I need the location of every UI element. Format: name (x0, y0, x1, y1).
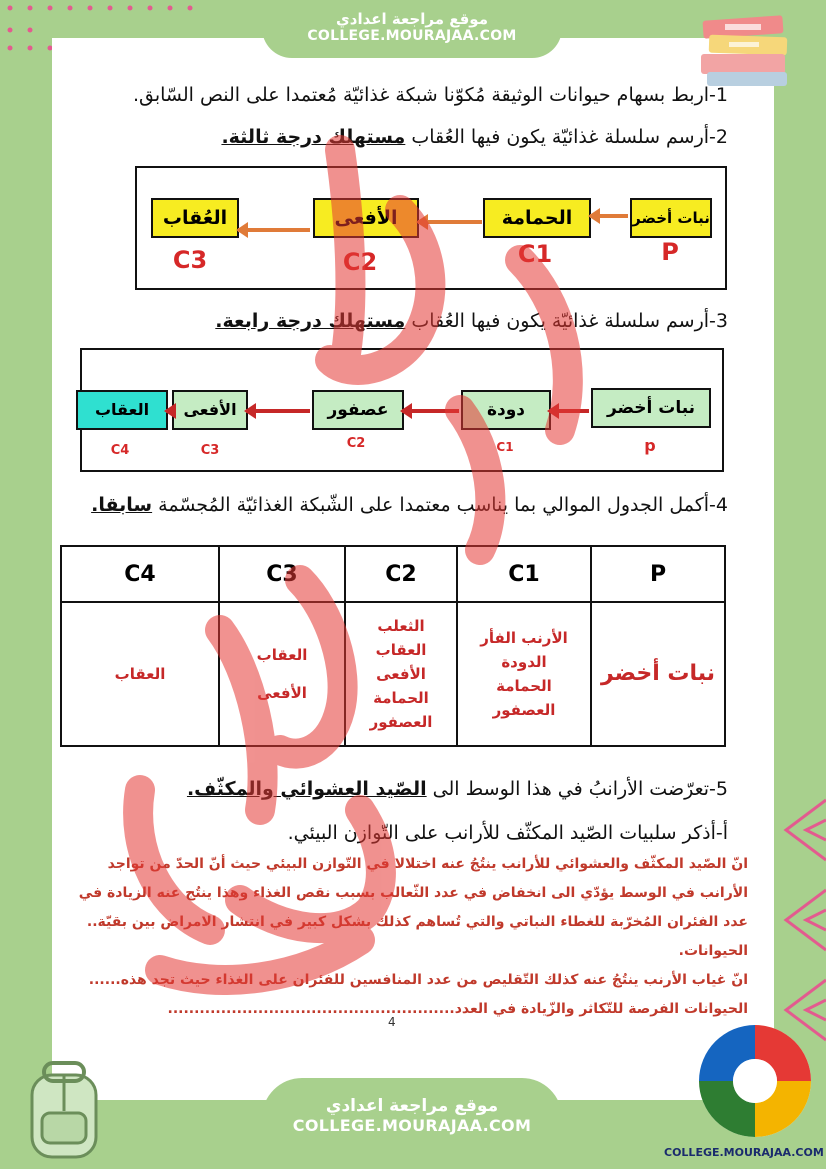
question-5-emphasis: الصّيد العشوائي والمكثّف. (186, 778, 427, 800)
chain1-node-c3: العُقاب (151, 198, 239, 238)
chain1-level-c1: C1 (517, 240, 553, 268)
table-header-c2: C2 (345, 546, 457, 602)
answer-paragraph (68, 850, 748, 1024)
chain2-arrow-2 (402, 409, 459, 413)
table-cell-p (591, 602, 725, 746)
answer-line: الحيوانات الفرصة للتّكاثر والزّيادة في العدد...................................................... (167, 1001, 748, 1017)
question-4 (88, 494, 728, 516)
backpack-icon (14, 1055, 114, 1165)
chain1-level-c3: C3 (172, 246, 208, 274)
question-1: 1-اربط بسهام حيوانات الوثيقة مُكوّنا شبكة غذائيّة مُعتمدا على النص السّابق. (132, 84, 728, 106)
question-2 (88, 126, 728, 148)
question-3 (88, 310, 728, 332)
answer-line: انّ غياب الأرنب ينتُجُ عنه كذلك التّقليص من عدد المنافسين للفئران على الغذاء حيث تجد هذه...... (88, 972, 748, 988)
table-cell-c2-item: الأفعى (376, 665, 426, 683)
page-number: 4 (388, 1015, 396, 1029)
site-logo (695, 1020, 815, 1142)
footer-site-name: موقع مراجعة اعدادي (325, 1096, 499, 1116)
question-3-prefix: 3-أرسم سلسلة غذائيّة يكون فيها العُقاب (405, 310, 728, 332)
chain2-node-c2: عصفور (312, 390, 404, 430)
books-icon (695, 10, 805, 90)
question-5a: أ-أذكر سلبيات الصّيد المكثّف للأرانب على التّوازن البيئي. (287, 822, 728, 844)
table-header-c4: C4 (61, 546, 219, 602)
header-banner (262, 0, 562, 58)
answer-line: الحيوانات. (678, 943, 748, 959)
chain1-level-c2: C2 (342, 248, 378, 276)
table-cell-c3-item: العقاب (256, 646, 308, 664)
answer-line: عدد الفئران المُخرّبة للغطاء النباتي والتي تُساهم كذلك بشكل كبير في انتشار الامراض بين بقيّة.. (86, 914, 748, 930)
chain2-arrow-4 (166, 409, 170, 413)
question-4-prefix: 4-أكمل الجدول الموالي بما يناسب معتمدا على الشّبكة الغذائيّة المُجسّمة (152, 494, 728, 516)
table-cell-p-item: نبات أخضر (600, 661, 716, 686)
table-header-p: P (591, 546, 725, 602)
chain2-level-c2: C2 (346, 436, 366, 451)
table-cell-c1-item: الدودة (501, 653, 547, 671)
table-cell-c1 (457, 602, 591, 746)
table-header-c1: C1 (457, 546, 591, 602)
trophic-levels-table (60, 545, 726, 747)
answer-line: الأرانب في الوسط يؤدّي الى انخفاض في عدد الثّعالب بسبب نقص الغذاء وهذا ينتُج عنه الزيادة في (78, 885, 748, 901)
chain2-node-c3: الأفعى (172, 390, 248, 430)
chain2-level-c4: C4 (110, 443, 130, 458)
table-row (61, 602, 725, 746)
chain2-level-p: p (644, 436, 656, 455)
logo-site-url[interactable]: COLLEGE.MOURAJAA.COM (664, 1146, 824, 1159)
chain2-node-c4: العقاب (76, 390, 168, 430)
table-cell-c2-item: العصفور (369, 713, 433, 731)
table-cell-c1-item: الحمامة (496, 677, 552, 695)
chain2-level-c1: C1 (496, 440, 514, 454)
chain1-arrow-2 (418, 220, 482, 224)
table-cell-c1-item: العصفور (492, 701, 556, 719)
chain1-node-c1: الحمامة (483, 198, 591, 238)
chain2-node-c1: دودة (461, 390, 551, 430)
table-cell-c3 (219, 602, 345, 746)
table-header-c3: C3 (219, 546, 345, 602)
table-cell-c2-item: الحمامة (373, 689, 429, 707)
question-4-emphasis: سابقا. (91, 494, 153, 516)
footer-banner (262, 1078, 562, 1169)
chain2-node-producer: نبات أخضر (591, 388, 711, 428)
question-5-prefix: 5-تعرّضت الأرانبُ في هذا الوسط الى (426, 778, 728, 800)
question-2-emphasis: مستهلك درجة ثالثة. (221, 126, 406, 148)
header-site-url[interactable]: COLLEGE.MOURAJAA.COM (307, 28, 517, 44)
chain1-level-p: P (661, 238, 679, 266)
chain1-arrow-1 (590, 214, 628, 218)
chain1-node-c2: الأفعى (313, 198, 419, 238)
table-cell-c2-item: الثعلب (377, 617, 425, 635)
table-cell-c3-item: الأفعى (257, 684, 307, 702)
answer-line: انّ الصّيد المكثّف والعشوائي للأرانب ينتُجُ عنه اختلالا في التّوازن البيئي حيث أنّ الحدّ من تواجد (107, 856, 748, 872)
question-5 (88, 778, 728, 800)
table-cell-c4 (61, 602, 219, 746)
chain1-arrow-3 (238, 228, 310, 232)
table-cell-c1-item: الأرنب الفأر (480, 629, 568, 647)
footer-site-url[interactable]: COLLEGE.MOURAJAA.COM (292, 1116, 532, 1135)
chain2-arrow-3 (246, 409, 310, 413)
question-2-prefix: 2-أرسم سلسلة غذائيّة يكون فيها العُقاب (405, 126, 728, 148)
question-3-emphasis: مستهلك درجة رابعة. (215, 310, 406, 332)
header-site-name: موقع مراجعة اعدادي (336, 10, 488, 28)
decorative-chevrons (756, 790, 826, 1050)
chain2-level-c3: C3 (200, 443, 220, 458)
chain2-arrow-1 (549, 409, 589, 413)
table-cell-c2-item: العقاب (375, 641, 427, 659)
table-cell-c4-item: العقاب (114, 665, 166, 683)
table-header-row (61, 546, 725, 602)
table-cell-c2 (345, 602, 457, 746)
chain1-node-producer: نبات أخضر (630, 198, 712, 238)
